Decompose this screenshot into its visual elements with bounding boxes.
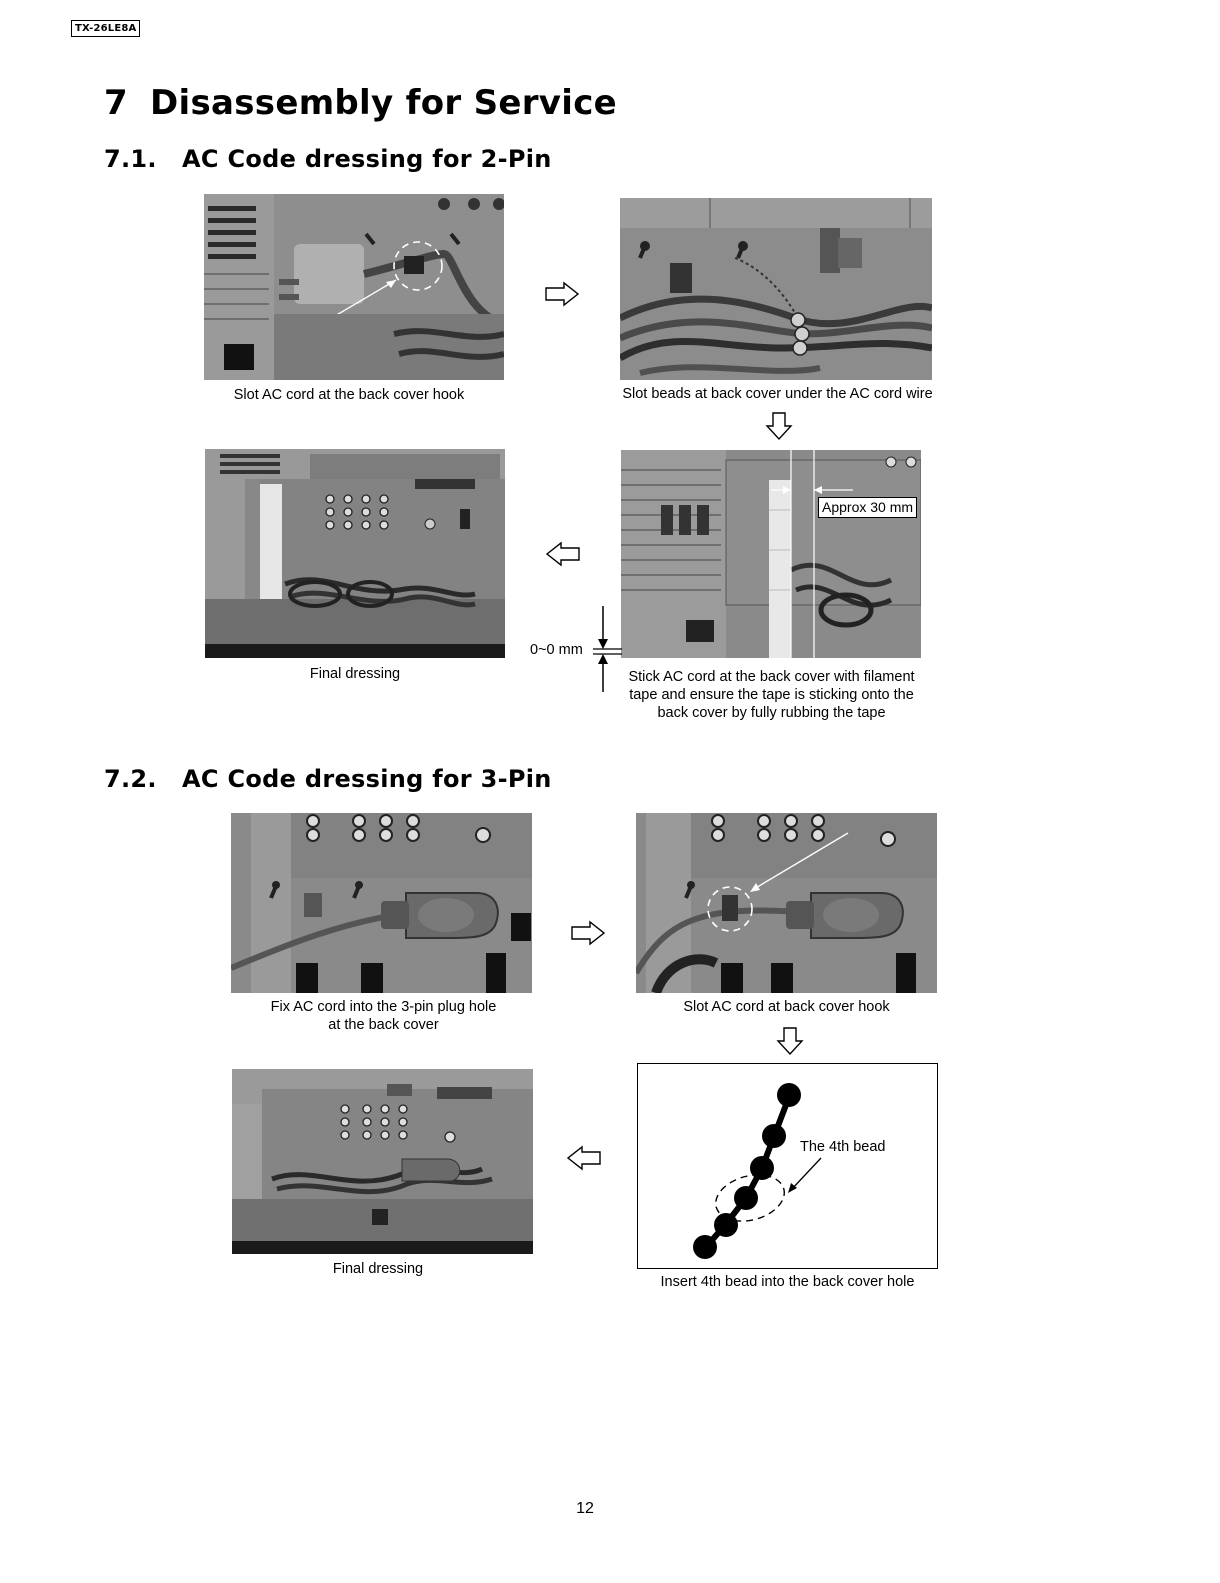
page-number: 12 [576,1500,594,1517]
arrow-left-icon [566,1145,602,1171]
arrow-left-icon [545,541,581,567]
section-title: AC Code dressing for 2-Pin [182,145,552,173]
section-number: 7.1. [104,145,157,173]
arrow-right-icon [570,920,606,946]
model-tag: TX-26LE8A [71,20,140,37]
photo-3pin-step2 [636,813,937,993]
fourth-bead-label: The 4th bead [800,1139,886,1155]
photo-3pin-step1 [231,813,532,993]
chapter-number: 7 [104,83,128,123]
caption-2pin-step3 [609,668,934,722]
caption-line: back cover by fully rubbing the tape [657,705,886,721]
bead [693,1235,717,1259]
caption-line: at the back cover [328,1017,439,1033]
photo-2pin-final [205,449,505,658]
section-title: AC Code dressing for 3-Pin [182,765,552,793]
photo-2pin-step2 [620,198,932,380]
caption-line: Fix AC cord into the 3-pin plug hole [270,999,497,1015]
caption-2pin-step2: Slot beads at back cover under the AC cord wire [622,386,933,402]
bead [714,1213,738,1237]
caption-line: tape and ensure the tape is sticking onto the [629,687,914,703]
photo-3pin-final [232,1069,533,1254]
caption-2pin-final: Final dressing [309,666,401,682]
caption-2pin-step1: Slot AC cord at the back cover hook [233,387,465,403]
bead [762,1124,786,1148]
caption-3pin-final: Final dressing [332,1261,424,1277]
chapter-title [104,83,617,123]
approx-30mm-label: Approx 30 mm [818,497,917,518]
section-7-2-heading [104,765,552,793]
chapter-title-text: Disassembly for Service [150,83,618,123]
caption-3pin-step3: Insert 4th bead into the back cover hole [660,1274,915,1290]
arrow-right-icon [544,281,580,307]
arrow-down-icon [765,411,793,441]
caption-3pin-step2: Slot AC cord at back cover hook [683,999,890,1015]
caption-line: Stick AC cord at the back cover with filament [628,669,915,685]
bead [734,1186,758,1210]
section-number: 7.2. [104,765,157,793]
arrow-down-icon [776,1026,804,1056]
bead-diagram [637,1063,938,1269]
caption-3pin-step1 [231,998,536,1034]
section-7-1-heading [104,145,552,173]
photo-2pin-step1 [204,194,504,380]
photo-2pin-step3 [621,450,921,658]
gap-label: 0~0 mm [530,642,583,658]
bead [777,1083,801,1107]
